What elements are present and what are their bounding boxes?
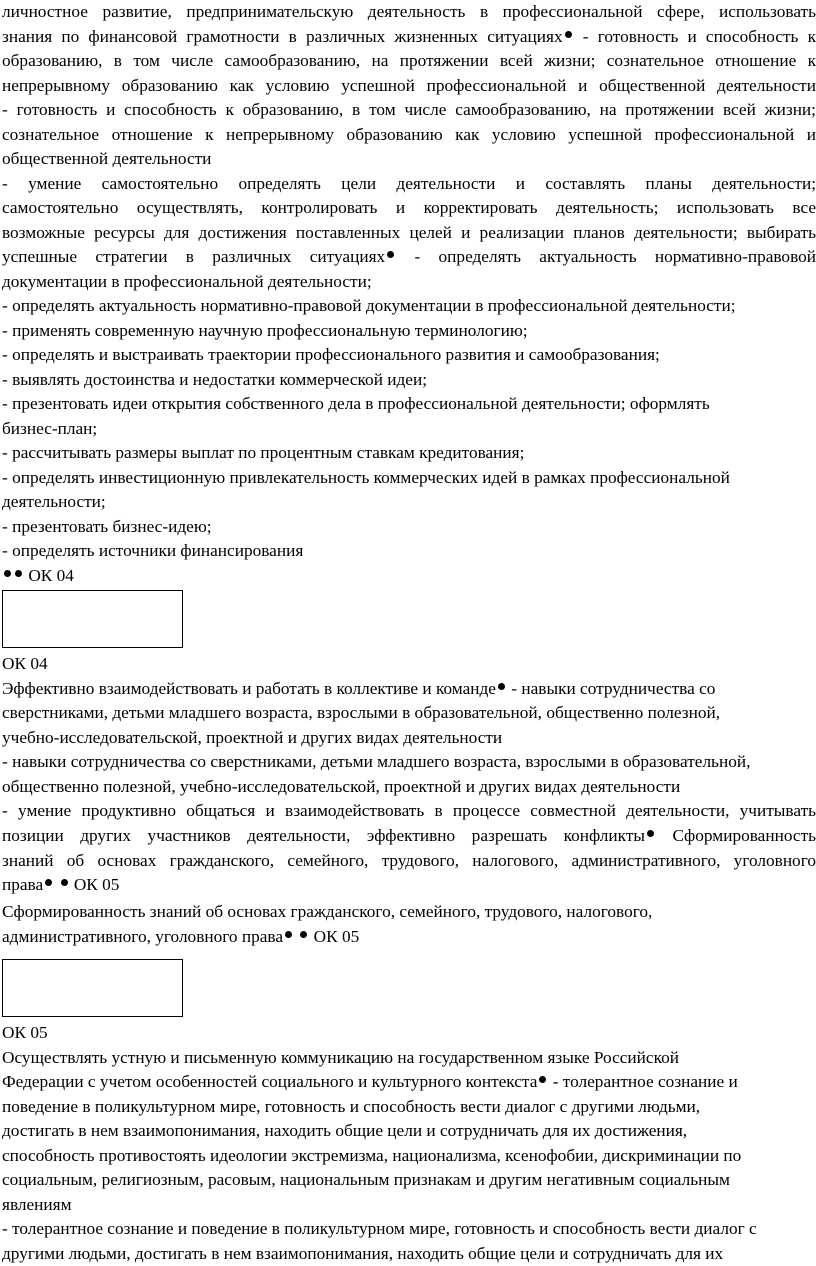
text-span: ОК 05 (309, 926, 360, 946)
text-line: - готовность и способность к образованию, в том числе самообразованию, на протяжении всей жизни; (2, 100, 816, 119)
text-line: поведение в поликультурном мире, готовность и способность вести диалог с другими людьми, (2, 1096, 701, 1116)
list-item: - применять современную научную профессиональную терминологию; (2, 320, 528, 340)
text-line: достигать в нем взаимопонимания, находить общие цели и сотрудничать для их достижения, (2, 1121, 688, 1141)
ok05-heading: ОК 05 (2, 1023, 48, 1043)
text-line: сверстниками, детьми младшего возраста, взрослыми в образовательной, общественно полезной, (2, 703, 721, 722)
text-span: Федерации с учетом особенностей социального и культурного контекста (2, 1072, 538, 1092)
text-line: возможные ресурсы для достижения поставленных целей и реализации планов деятельности; выбирать (2, 222, 816, 242)
text-span: - определять актуальность нормативно-правовой (396, 247, 816, 266)
text-line: Сформированность знаний об основах гражданского, семейного, трудового, налогового, (2, 902, 653, 922)
text-line: образованию, в том числе самообразованию, на протяжении всей жизни; сознательное отношение к (2, 51, 816, 70)
list-item: бизнес-план; (2, 418, 98, 438)
bullet-icon (285, 931, 292, 938)
text-span: права (2, 875, 44, 895)
text-span: ОК 04 (28, 565, 74, 585)
list-item: - определять актуальность нормативно-правовой документации в профессиональной деятельности; (2, 296, 736, 315)
text-line: сознательное отношение к непрерывному образованию как условию успешной профессиональной и (2, 124, 816, 144)
text-span: знания по финансовой грамотности в различных жизненных ситуациях (2, 26, 563, 46)
text-line (2, 925, 816, 950)
text-line: явлениям (2, 1194, 72, 1214)
text-line: социальным, религиозным, расовым, национальным признакам и другим негативным социальным (2, 1170, 730, 1190)
bullet-icon (387, 251, 394, 258)
ok04-marker (2, 564, 816, 589)
text-line: учебно-исследовательской, проектной и других видах деятельности (2, 727, 503, 747)
text-line: знаний об основах гражданского, семейного, трудового, налогового, административного, уголовного (2, 850, 816, 870)
text-span: успешные стратегии в различных ситуациях (2, 247, 386, 266)
text-span: Сформированность (656, 825, 816, 845)
list-item: - презентовать идеи открытия собственного дела в профессиональной деятельности; оформлять (2, 394, 710, 413)
text-line: - толерантное сознание и поведение в поликультурном мире, готовность и способность вести диалог с (2, 1219, 757, 1239)
text-line: общественно полезной, учебно-исследовательской, проектной и других видах деятельности (2, 776, 681, 796)
text-line: - навыки сотрудничества со сверстниками, детьми младшего возраста, взрослыми в образовательной, (2, 752, 751, 771)
text-line: личностное развитие, предпринимательскую деятельность в профессиональной сфере, использовать (2, 2, 816, 21)
bullet-icon (61, 879, 68, 886)
text-span: - толерантное сознание и (548, 1072, 738, 1092)
text-line (2, 873, 816, 898)
empty-cell-box (2, 959, 183, 1017)
bullet-icon (647, 830, 654, 837)
ok04-heading: ОК 04 (2, 654, 48, 673)
list-item: - презентовать бизнес-идею; (2, 516, 212, 536)
text-line: - умение продуктивно общаться и взаимодействовать в процессе совместной деятельности, учитывать (2, 801, 816, 820)
text-span: позиции других участников деятельности, эффективно разрешать конфликты (2, 825, 645, 845)
list-item: - выявлять достоинства и недостатки коммерческой идеи; (2, 369, 428, 389)
bullet-icon (4, 570, 11, 577)
text-line: другими людьми, достигать в нем взаимопонимания, находить общие цели и сотрудничать для их (2, 1243, 724, 1263)
text-line (2, 677, 816, 702)
list-item: деятельности; (2, 492, 106, 511)
text-line: самостоятельно осуществлять, контролировать и корректировать деятельность; использовать все (2, 198, 816, 217)
text-line: непрерывному образованию как условию успешной профессиональной и общественной деятельности (2, 75, 816, 95)
text-span: ОК 05 (69, 875, 120, 895)
bullet-icon (498, 683, 505, 690)
text-line: способность противостоять идеологии экстремизма, национализма, ксенофобии, дискриминации по (2, 1145, 742, 1165)
text-line (2, 25, 816, 50)
text-line: Осуществлять устную и письменную коммуникацию на государственном языке Российской (2, 1047, 679, 1067)
text-line (2, 1070, 816, 1095)
text-span: - навыки сотрудничества со (506, 678, 716, 698)
bullet-icon (45, 879, 52, 886)
list-item: - определять и выстраивать траектории профессионального развития и самообразования; (2, 345, 660, 364)
text-line (2, 245, 816, 270)
text-span: административного, уголовного права (2, 926, 284, 946)
text-line: общественной деятельности (2, 149, 212, 168)
list-item: - рассчитывать размеры выплат по процентным ставкам кредитования; (2, 443, 525, 462)
empty-cell-box (2, 590, 183, 648)
text-span: - готовность и способность к (573, 26, 816, 46)
list-item: - определять инвестиционную привлекательность коммерческих идей в рамках профессиональной (2, 467, 730, 487)
text-line (2, 824, 816, 849)
text-span: Эффективно взаимодействовать и работать в коллективе и команде (2, 678, 496, 698)
text-line: документации в профессиональной деятельности; (2, 271, 372, 291)
list-item: - определять источники финансирования (2, 541, 304, 560)
bullet-icon (565, 31, 572, 38)
bullet-icon (539, 1076, 546, 1083)
bullet-icon (15, 570, 22, 577)
text-line: - умение самостоятельно определять цели деятельности и составлять планы деятельности; (2, 173, 816, 193)
bullet-icon (300, 931, 307, 938)
